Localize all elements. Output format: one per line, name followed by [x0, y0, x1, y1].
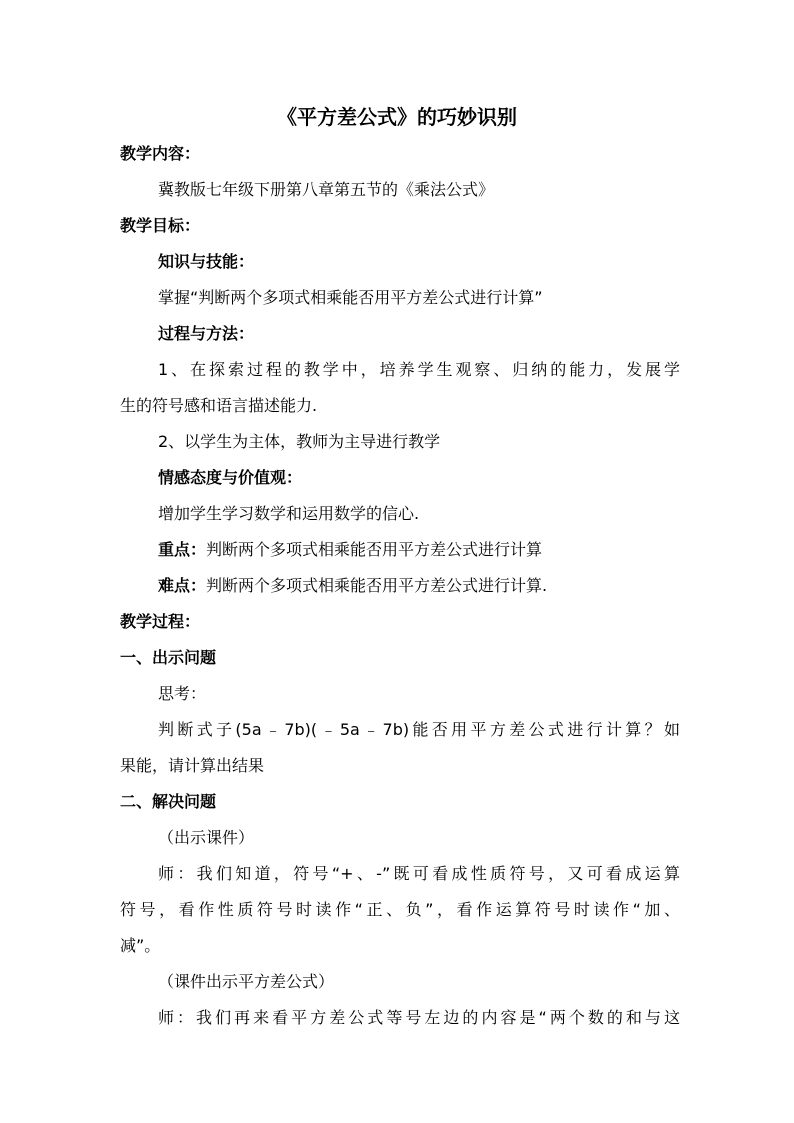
difficulty-text: 判断两个多项式相乘能否用平方差公式进行计算.: [206, 576, 548, 595]
teacher-para1-line3: 减”。: [120, 936, 161, 955]
process-item2: 2、以学生为主体，教师为主导进行教学: [158, 432, 441, 451]
question-line2: 果能，请计算出结果: [120, 756, 265, 775]
key-point-text: 判断两个多项式相乘能否用平方差公式进行计算: [206, 540, 543, 559]
section2-heading: 二、解决问题: [120, 792, 217, 811]
process-item1-line1: 1、在探索过程的教学中，培养学生观察、归纳的能力，发展学: [158, 360, 680, 379]
content-text: 冀教版七年级下册第八章第五节的《乘法公式》: [158, 180, 495, 199]
difficulty-point: [158, 576, 680, 596]
section1-heading: 一、出示问题: [120, 648, 217, 667]
process-item1-line2: 生的符号感和语言描述能力.: [120, 396, 318, 415]
emotion-heading: 情感态度与价值观：: [158, 468, 303, 487]
difficulty-label: 难点：: [158, 576, 207, 595]
teaching-process-heading: 教学过程：: [120, 612, 201, 631]
document-title: 《平方差公式》的巧妙识别: [277, 105, 517, 129]
think-label: 思考：: [158, 684, 207, 703]
knowledge-heading: 知识与技能：: [158, 252, 255, 271]
show-courseware-note: （出示课件）: [158, 828, 255, 847]
teacher-para2-line1: 师：我们再来看平方差公式等号左边的内容是“两个数的和与这: [158, 1008, 680, 1027]
process-method-heading: 过程与方法：: [158, 324, 255, 343]
teacher-para1-line1: 师：我们知道，符号“+、-”既可看成性质符号，又可看成运算: [158, 864, 680, 883]
content-heading: 教学内容：: [120, 144, 201, 163]
show-formula-note: （课件出示平方差公式）: [158, 972, 335, 991]
question-line1: 判断式子(5a﹣7b)(﹣5a﹣7b)能否用平方差公式进行计算？如: [158, 720, 680, 739]
teacher-para1-line2: 符号，看作性质符号时读作“正、负”，看作运算符号时读作“加、: [120, 900, 680, 919]
key-point: [158, 540, 680, 560]
goals-heading: 教学目标：: [120, 216, 201, 235]
emotion-text: 增加学生学习数学和运用数学的信心.: [158, 504, 420, 523]
key-point-label: 重点：: [158, 540, 207, 559]
knowledge-text: 掌握“判断两个多项式相乘能否用平方差公式进行计算”: [158, 288, 543, 307]
